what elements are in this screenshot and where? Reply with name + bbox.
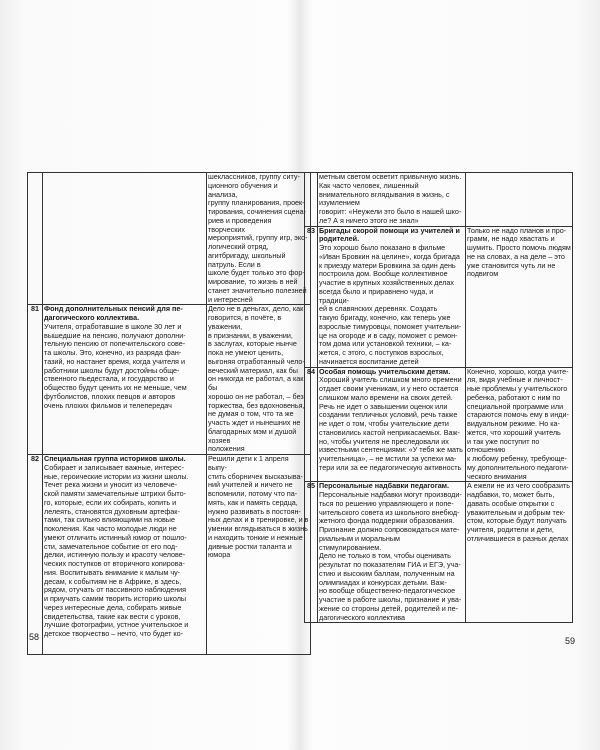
table-row — [305, 226, 573, 367]
table-row — [305, 173, 573, 227]
page-number-right: 59 — [565, 636, 576, 646]
table-row — [28, 455, 311, 655]
row-description: Собирает и записывает важные, интерес- ные, героические истории из жизни школы. Течет река жизни и уносит из человече- ской памяти замечательные штрихи быто- го, которые, если их собирать, копить и лелеять, становятся духовным артефак- тами, так сильно влияющими на новые поколения. Как часто молодые люди не умеют отличить истинный юмор от пошло- сти, замечательное событие от его под- делки, истинную пользу и красоту челове- ческих поступков от вторичного копирова- ния. Воспитывать внимание к малым чу- десам, к событиям не в Африке, в здесь, рядом, отучать от пассивного наблюдения и приучать самим творить историю школы через интересные дела, собирать живые свидетельства, такие как вести с уроков, лучшие фотографии, устное учительское и детское творчество – нечто, что будет ко- — [44, 462, 189, 638]
row-comment: Решили дети к 1 апреля выпу- стить сборничек высказыва- ний учителей и ничего не вспомнили, потому что па- мять, как и память сердца, нужно развивать в постоян- ных делах и в тренировке, и в умении вглядываться в жизнь и находить тонкие и нежные дивные ростки таланта и юмора — [207, 455, 311, 655]
row-description: Хороший учитель слишком много времени отдает своим ученикам, и у него остается слишком мало времени на своих детей. Речь не идет о завышении оценок или создании тепличных условий, речь также не идет о том, чтобы учительские дети становились кастой неприкасаемых. Важ- но, чтобы учителя не преследовали их известными сентенциями: «У тебя же мать учительница», – не мстили за успехи ма- тери или за ее педагогическую активность — [319, 375, 463, 472]
table-row — [305, 482, 573, 623]
row-title: Специальная группа историков школы. — [44, 454, 186, 463]
row-number: 81 — [28, 305, 43, 455]
row-number: 82 — [28, 455, 43, 655]
row-comment: А ежели не из чего сообразить надбавки, то, может быть, давать особые открытки с уважительным и добрым тек- стом, которые будут получать учителя, родители и дети, отличившиеся в разных делах — [466, 482, 573, 623]
row-description-cell — [318, 226, 466, 367]
row-description: метным светом осветит привычную жизнь. Как часто человек, лишенный внимательного вглядывания в жизнь, с изумлением говорит: «Неужели это было в нашей шко- ле? А я ничего этого не знал» — [319, 172, 462, 225]
row-description-cell — [43, 305, 207, 455]
row-title: Фонд дополнительных пенсий для пе- дагогического коллектива. — [44, 304, 183, 322]
left-page-table — [27, 172, 311, 655]
right-page-table — [304, 172, 573, 623]
table-row — [305, 367, 573, 482]
row-number: 84 — [305, 367, 318, 482]
row-comment: Только не надо планов и про- грамм, не надо хвастать и шумить. Просто помочь людям не на словах, а на деле – это уже становится чуть ли не подвигом — [466, 226, 573, 367]
row-title: Персональные надбавки педагогам. — [319, 481, 449, 491]
table-row — [28, 173, 311, 305]
row-number — [28, 173, 43, 305]
row-number: 85 — [305, 482, 318, 623]
row-number: 83 — [305, 226, 318, 367]
row-description-cell — [43, 455, 207, 655]
row-description-cell — [318, 173, 466, 227]
row-description-cell — [318, 482, 466, 623]
row-comment: Конечно, хорошо, когда учите- ля, видя учебные и личност- ные проблемы у учительского ребенка, работают с ним по специальной программе или стараются помочь ему в инди- видуальном режиме. Но ка- жется, что хороший учитель и так уже поступит по отношению к любому ребенку, требующе- му дополнительного педагоги- ческого внимания — [466, 367, 573, 482]
page-number-left: 58 — [29, 632, 40, 642]
row-title: Особая помощь учительским детям. — [319, 367, 451, 376]
table-row — [28, 305, 311, 455]
row-description-cell — [318, 367, 466, 482]
row-description: Персональные надбавки могут производи- ться по решению управляющего и попе- чительского совета из школьного внебюд- жетного фонда поддержки образования. Признание должно сопровождаться мате- риальным и моральным стимулированием. Дело не только в том, чтобы оценивать результат по показателям ГИА и ЕГЭ, уча- стию и высоким баллам, полученным на олимпиадах и конкурсах детьми. Важ- но вообще общественно-педагогическое участие в работе школы, признание и ува- жение со стороны детей, родителей и пе- дагогического коллектива — [319, 490, 462, 622]
row-description: Учителя, отработавшие в школе 30 лет и вышедшие на пенсию, получают дополни- тельную пенсию от попечительского сове- та школы. Это, конечно, из разряда фан- тазий, но настанет время, когда учителя и работники школы будут достойны обще- ственного пьедестала, и государство и общество будут ценить их не меньше, чем футболистов, плохих певцов и авторов очень плохих фильмов и телепередач — [44, 321, 187, 410]
row-description-cell — [43, 173, 207, 305]
row-comment: шекласcников, группу ситу- ционного обучения и анализа, группу планирования, проек- тирования, сочинения сцена- риев и проведения творческих мероприятий, группу игр, эко- логический отряд, агитбригаду, школьный патруль. Если в школе будет только это фор- мирование, то жизнь в ней станет значительно полезней и интересней — [207, 173, 311, 305]
row-number — [305, 173, 318, 227]
row-description: Это хорошо было показано в фильме «Иван Бровкин на целине», когда бригада к приезду матери Бровкина за один день построила дом. Вообще коллективное участие в крупных хозяйственных делах всегда было и приравнено чуда, и традици- ей в славянских деревнях. Создать такую бригаду, конечно, как теперь уже взрослые тимуровцы, поможет учительни- це на огороде и в саду, поможет с ремон- том дома или установкой техники, – ка- жется, с этого, с поступков взрослых, начинается воспитание детей — [319, 243, 462, 366]
row-comment: Дело не в деньгах, дело, как говорится, в почёте, в уважении, в признании, в уважении, в заслугах, которые нынче пока не умеют ценить, выгоняя отработанный чело- веческий материал, как бы он никогда не работал, а как бы хорошо он не работал, – без торжества, без вдохновенья, не думая о том, что та же участь ждет и нынешних не благодарных мэм и душой хозяев положения — [207, 305, 311, 455]
row-title: Бригады скорой помощи из учителей и родителей. — [319, 226, 460, 244]
row-comment — [466, 173, 573, 227]
